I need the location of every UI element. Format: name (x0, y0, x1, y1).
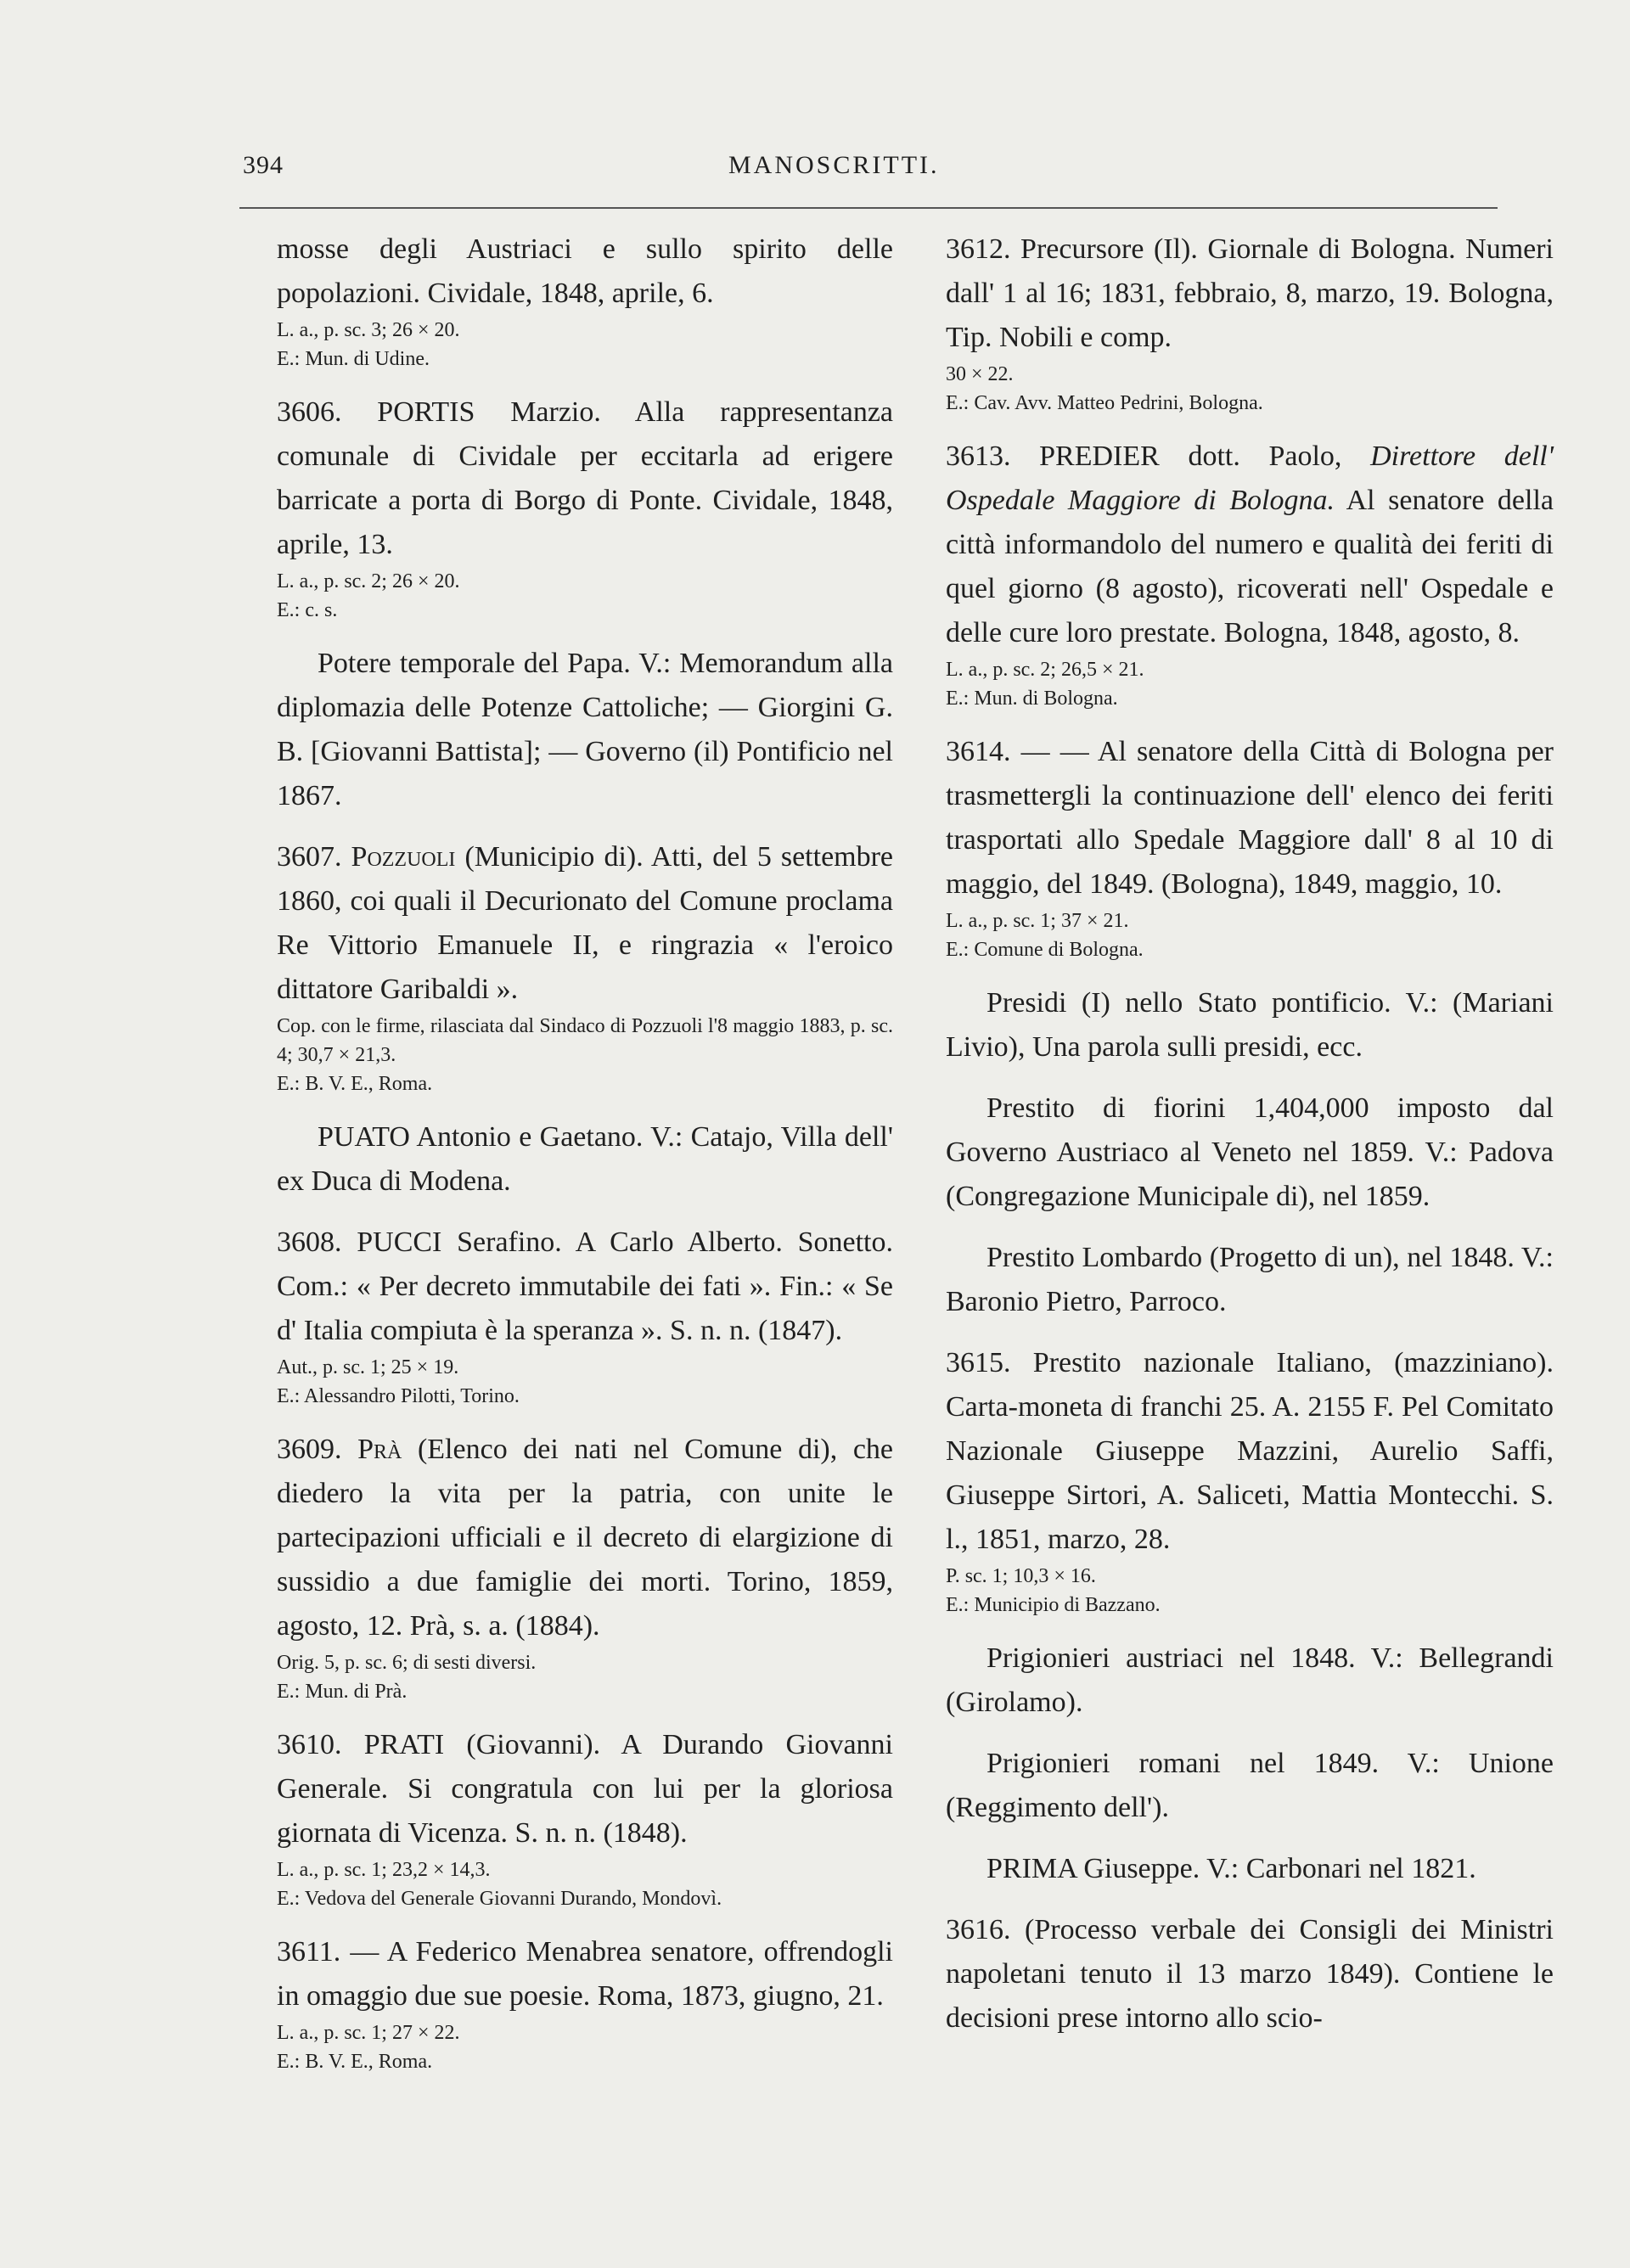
reference-text: Presidi (I) nello Stato pontificio. V.: (Mariani Livio), Una parola sulli presidi, ecc. (946, 987, 1554, 1063)
entry-body: (Elenco dei nati nel Comune di), che diedero la vita per la patria, con unite le partecipazioni ufficiali e il decreto di elargizione di sussidio a due famiglie dei morti. Torino, 1859, agosto, 12. Prà, s. a. (1884). (277, 1434, 894, 1642)
reference-presidi (946, 981, 1554, 1069)
entry-text: 3606. PORTIS Marzio. Alla rappresentanza comunale di Cividale per eccitarla ad erigere barricate a porta di Borgo di Ponte. Cividale, 1848, aprile, 13. (277, 396, 893, 560)
page-number: 394 (243, 151, 284, 179)
entry-note: E.: Alessandro Pilotti, Torino. (277, 1385, 520, 1407)
entry-italic: Direttore dell' Ospedale Maggiore di Bologna. (946, 441, 1554, 516)
entry-3611 (277, 1930, 893, 2076)
reference-prigionieri-romani (946, 1742, 1554, 1830)
entry-3607 (277, 835, 893, 1098)
entry-number: 3609. (277, 1434, 342, 1465)
entry-text (277, 835, 893, 1012)
entry-text: 3614. — — Al senatore della Città di Bologna per trasmettergli la continuazione dell' elenco dei feriti trasportati allo Spedale Maggiore dall' 8 al 10 di maggio, del 1849. (Bologna), 1849, maggio, 10. (946, 736, 1554, 900)
entry-note: Orig. 5, p. sc. 6; di sesti diversi. (277, 1652, 537, 1674)
right-column (946, 227, 1554, 2057)
reference-text: Prigionieri austriaci nel 1848. V.: Bellegrandi (Girolamo). (946, 1642, 1554, 1718)
page-header (0, 151, 1630, 185)
entry-body: Al senatore della città informandolo del numero e qualità dei feriti di quel giorno (8 agosto), ricoverati nell' Ospedale e delle cure loro prestate. Bologna, 1848, agosto, 8. (946, 485, 1554, 648)
entry-note: E.: Vedova del Generale Giovanni Durando, Mondovì. (277, 1888, 722, 1910)
entry-text (277, 1428, 893, 1648)
entry-text: 3610. PRATI (Giovanni). A Durando Giovanni Generale. Si congratula con lui per la gloriosa giornata di Vicenza. S. n. n. (1848). (277, 1729, 893, 1849)
left-column (277, 227, 893, 2093)
entry-note: P. sc. 1; 10,3 × 16. (946, 1565, 1096, 1587)
entry-text: 3615. Prestito nazionale Italiano, (mazziniano). Carta-moneta di franchi 25. A. 2155 F. Pel Comitato Nazionale Giuseppe Mazzini, Aurelio Saffi, Giuseppe Sirtori, A. Saliceti, Mattia Montecchi. S. l., 1851, marzo, 28. (946, 1347, 1554, 1555)
entry-note: E.: c. s. (277, 599, 338, 621)
entry-note: Cop. con le firme, rilasciata dal Sindaco di Pozzuoli l'8 maggio 1883, p. sc. 4; 30,7 × 21,3. (277, 1015, 893, 1066)
entry-note: E.: B. V. E., Roma. (277, 1073, 433, 1095)
entry-3606 (277, 390, 893, 625)
reference-text: Prestito di fiorini 1,404,000 imposto dal Governo Austriaco al Veneto nel 1859. V.: Padova (Congregazione Municipale di), nel 1859. (946, 1092, 1554, 1212)
reference-potere-temporale (277, 642, 893, 818)
entry-note: E.: Comune di Bologna. (946, 939, 1144, 961)
entry-note: E.: Mun. di Udine. (277, 348, 430, 370)
reference-text: PUATO Antonio e Gaetano. V.: Catajo, Villa dell' ex Duca di Modena. (277, 1121, 893, 1197)
entry-3608 (277, 1221, 893, 1411)
entry-text: 3612. Precursore (Il). Giornale di Bologna. Numeri dall' 1 al 16; 1831, febbraio, 8, marzo, 19. Bologna, Tip. Nobili e comp. (946, 233, 1554, 353)
entry-note: E.: B. V. E., Roma. (277, 2051, 433, 2073)
entry-note: L. a., p. sc. 3; 26 × 20. (277, 319, 460, 341)
entry-note: E.: Mun. di Prà. (277, 1681, 408, 1703)
entry-note: E.: Cav. Avv. Matteo Pedrini, Bologna. (946, 392, 1263, 414)
entry-3615 (946, 1341, 1554, 1620)
reference-text: PRIMA Giuseppe. V.: Carbonari nel 1821. (986, 1853, 1476, 1884)
entry-note: L. a., p. sc. 2; 26,5 × 21. (946, 659, 1144, 681)
entry-3612 (946, 227, 1554, 418)
running-title: MANOSCRITTI. (728, 151, 940, 179)
entry-text: mosse degli Austriaci e sullo spirito delle popolazioni. Cividale, 1848, aprile, 6. (277, 233, 893, 309)
entry-number: 3607. (277, 841, 342, 873)
entry-3616 (946, 1908, 1554, 2041)
entry-note: Aut., p. sc. 1; 25 × 19. (277, 1356, 459, 1378)
entry-text: 3616. (Processo verbale dei Consigli dei Ministri napoletani tenuto il 13 marzo 1849). Contiene le decisioni prese intorno allo scio- (946, 1914, 1554, 2034)
entry-text: 3611. — A Federico Menabrea senatore, offrendogli in omaggio due sue poesie. Roma, 1873, giugno, 21. (277, 1936, 893, 2012)
reference-puato (277, 1115, 893, 1204)
entry-continuation (277, 227, 893, 373)
entry-3614 (946, 730, 1554, 964)
entry-3610 (277, 1723, 893, 1913)
entry-note: L. a., p. sc. 1; 27 × 22. (277, 2022, 460, 2044)
entry-note: L. a., p. sc. 2; 26 × 20. (277, 570, 460, 592)
reference-prestito-lombardo (946, 1236, 1554, 1324)
reference-prima (946, 1847, 1554, 1891)
entry-3609 (277, 1428, 893, 1706)
entry-3613 (946, 435, 1554, 713)
entry-heading: Prà (357, 1434, 402, 1465)
reference-text: Prestito Lombardo (Progetto di un), nel 1848. V.: Baronio Pietro, Parroco. (946, 1242, 1554, 1317)
entry-heading: Pozzuoli (351, 841, 456, 873)
reference-text: Potere temporale del Papa. V.: Memorandum alla diplomazia delle Potenze Cattoliche; — Giorgini G. B. [Giovanni Battista]; — Governo (il) Pontificio nel 1867. (277, 648, 893, 811)
reference-prigionieri-austriaci (946, 1636, 1554, 1725)
reference-text: Prigionieri romani nel 1849. V.: Unione (Reggimento dell'). (946, 1748, 1554, 1823)
entry-text: 3608. PUCCI Serafino. A Carlo Alberto. Sonetto. Com.: « Per decreto immutabile dei fati ». Fin.: « Se d' Italia compiuta è la speranza ». S. n. n. (1847). (277, 1227, 893, 1346)
header-rule (239, 207, 1498, 209)
entry-heading: 3613. PREDIER dott. Paolo, (946, 441, 1342, 472)
entry-note: L. a., p. sc. 1; 37 × 21. (946, 910, 1129, 932)
entry-text (946, 435, 1554, 655)
reference-prestito (946, 1086, 1554, 1219)
entry-body: (Municipio di). Atti, del 5 settembre 1860, coi quali il Decurionato del Comune proclama Re Vittorio Emanuele II, e ringrazia « l'eroico dittatore Garibaldi ». (277, 841, 894, 1005)
entry-note: L. a., p. sc. 1; 23,2 × 14,3. (277, 1859, 491, 1881)
entry-note: 30 × 22. (946, 363, 1014, 385)
entry-note: E.: Mun. di Bologna. (946, 688, 1118, 710)
entry-note: E.: Municipio di Bazzano. (946, 1594, 1161, 1616)
